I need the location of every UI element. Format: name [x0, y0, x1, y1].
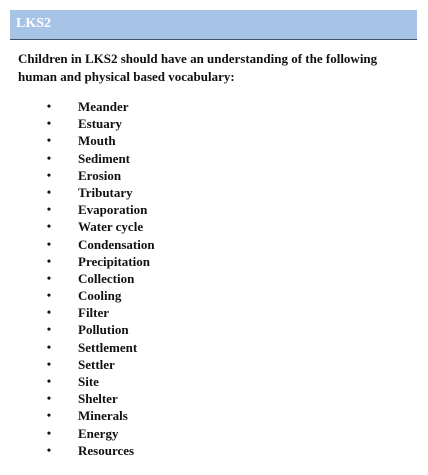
bullet-icon: • — [46, 219, 52, 234]
vocabulary-term: Minerals — [78, 408, 128, 424]
vocabulary-term: Condensation — [78, 236, 155, 252]
bullet-icon: • — [46, 116, 52, 131]
vocabulary-term: Sediment — [78, 150, 130, 166]
intro-paragraph: Children in LKS2 should have an understanding of the following human and physical based vocabulary: — [18, 51, 378, 84]
bullet-icon: • — [46, 425, 52, 440]
bullet-icon: • — [46, 167, 52, 182]
vocabulary-term: Site — [78, 374, 99, 389]
vocabulary-term: Pollution — [78, 322, 129, 338]
vocabulary-term: Evaporation — [78, 202, 148, 218]
vocabulary-term: Erosion — [78, 167, 122, 183]
bullet-icon: • — [46, 305, 52, 320]
vocabulary-term: Settler — [78, 356, 115, 372]
bullet-icon: • — [46, 99, 52, 113]
bullet-icon: • — [46, 408, 52, 423]
bullet-icon: • — [46, 133, 52, 148]
bullet-icon: • — [46, 150, 52, 165]
bullet-icon: • — [46, 374, 52, 388]
vocabulary-term: Filter — [78, 305, 110, 321]
vocabulary-term: Mouth — [78, 133, 116, 149]
vocabulary-term: Cooling — [78, 288, 122, 304]
section-title: LKS2 — [16, 16, 52, 31]
bullet-icon: • — [46, 356, 52, 371]
bullet-icon: • — [46, 184, 52, 199]
bullet-icon: • — [46, 288, 52, 303]
vocabulary-term: Resources — [78, 442, 135, 458]
bullet-icon: • — [46, 270, 52, 285]
vocabulary-term: Energy — [78, 425, 119, 441]
section-header — [10, 10, 417, 40]
bullet-icon: • — [46, 339, 52, 354]
vocabulary-term: Settlement — [78, 339, 138, 355]
bullet-icon: • — [46, 202, 52, 217]
vocabulary-term: Precipitation — [78, 253, 150, 269]
bullet-icon: • — [46, 391, 52, 406]
bullet-icon: • — [46, 442, 52, 457]
vocabulary-term: Meander — [78, 99, 129, 114]
bullet-icon: • — [46, 236, 52, 251]
vocabulary-term: Shelter — [78, 391, 118, 407]
vocabulary-term: Tributary — [78, 184, 133, 200]
vocabulary-term: Collection — [78, 270, 135, 286]
vocabulary-term: Water cycle — [78, 219, 144, 235]
vocabulary-term: Estuary — [78, 116, 123, 132]
bullet-icon: • — [46, 322, 52, 337]
bullet-icon: • — [46, 253, 52, 268]
